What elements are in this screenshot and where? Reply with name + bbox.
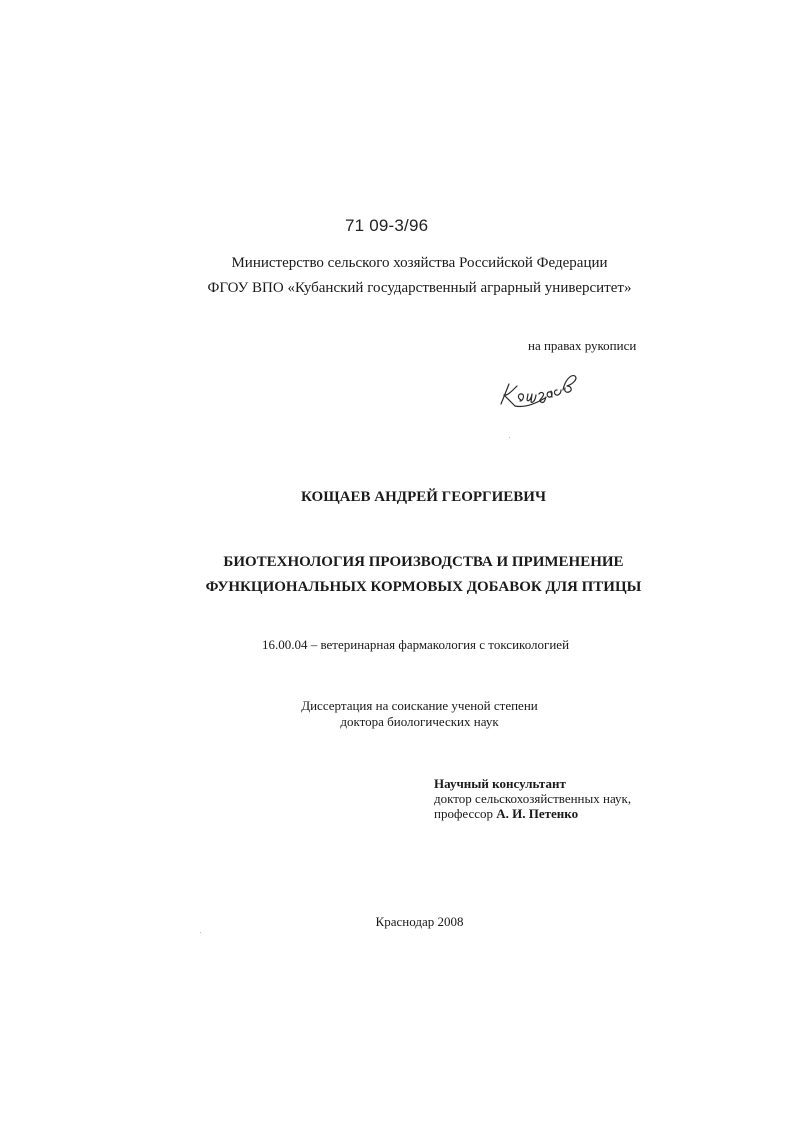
scan-speck <box>509 437 510 438</box>
dissertation-degree-line-1: Диссертация на соискание ученой степени <box>301 698 538 713</box>
dissertation-title-line-1: БИОТЕХНОЛОГИЯ ПРОИЗВОДСТВА И ПРИМЕНЕНИЕ <box>223 554 624 570</box>
university-name: ФГОУ ВПО «Кубанский государственный аграрный университет» <box>207 280 632 296</box>
document-code: 71 09-3/96 <box>345 216 429 235</box>
handwritten-signature <box>495 360 585 420</box>
consultant-name: А. И. Петенко <box>496 806 579 821</box>
dissertation-degree-line-2: доктора биологических наук <box>340 714 499 729</box>
ministry-name: Министерство сельского хозяйства Российской Федерации <box>231 255 608 271</box>
consultant-label: Научный консультант <box>434 776 566 791</box>
author-name: КОЩАЕВ АНДРЕЙ ГЕОРГИЕВИЧ <box>301 489 546 505</box>
scan-speck <box>200 932 201 933</box>
city-year: Краснодар 2008 <box>375 914 464 929</box>
manuscript-rights-note: на правах рукописи <box>528 338 637 353</box>
consultant-degree: доктор сельскохозяйственных наук, <box>434 791 632 806</box>
consultant-title <box>434 806 578 822</box>
dissertation-title-line-2: ФУНКЦИОНАЛЬНЫХ КОРМОВЫХ ДОБАВОК ДЛЯ ПТИЦЫ <box>205 579 642 595</box>
specialty-code: 16.00.04 – ветеринарная фармакология с токсикологией <box>261 637 570 652</box>
consultant-title-prefix: профессор <box>434 806 494 821</box>
